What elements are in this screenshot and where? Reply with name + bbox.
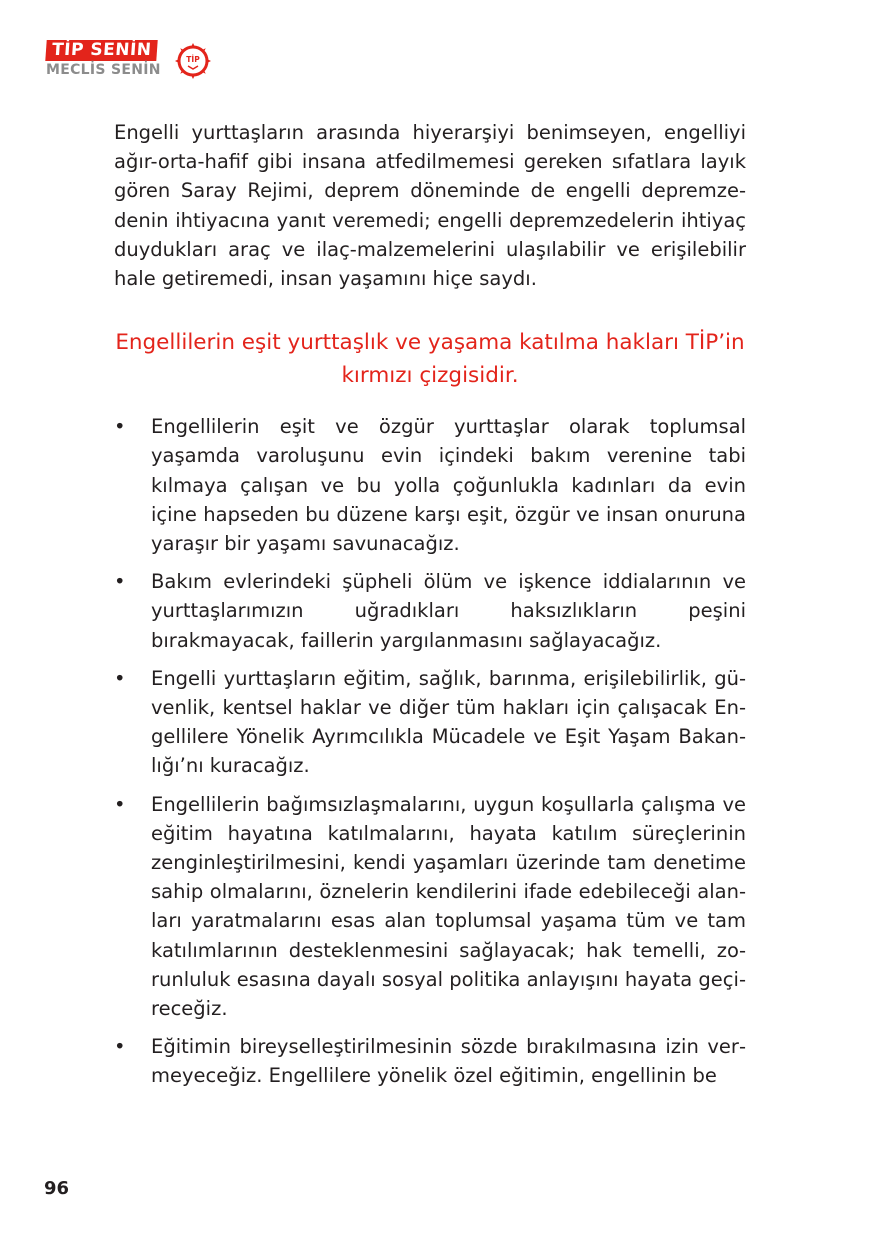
logo-wordmark [46,40,157,61]
list-item [114,1032,746,1090]
bullet-text: Bakım evlerindeki şüpheli ölüm ve işkence iddialarının ve yurttaşlarımızın uğradıkları haksızlıkların peşini bırakmayacak, faillerin yargılanmasını sağlayacağız. [151,570,746,652]
list-item [114,790,746,1024]
list-item [114,412,746,558]
logo-line2: MECLİS SENİN [46,62,161,78]
section-heading: Engellilerin eşit yurttaşlık ve yaşama katılma hakları TİP’in kırmızı çizgisidir. [115,330,745,389]
page-content [114,118,746,1100]
intro-paragraph: Engelli yurttaşların arasında hiyerarşiyi benimseyen, engelliyi ağır-orta-hafif gibi insana atfedilmemesi gereken sıfatlara layık gören Saray Rejimi, deprem döneminde de engelli depremzedenin ihtiyacına yanıt veremedi; engelli depremzedelerin ihtiyaç duydukları araç ve ilaç-malzemelerini ulaşılabilir ve erişilebilir hale getiremedi, insan yaşamını hiçe saydı. [114,121,746,291]
bullet-icon: • [114,1035,126,1059]
logo-line1: TİP SENİN [45,40,158,61]
bullet-icon: • [114,570,126,594]
bullet-icon: • [114,415,126,439]
bullet-text: Engellilerin eşit ve özgür yurttaşlar olarak toplumsal yaşamda varoluşunu evin içindeki bakım verenine tabi kılmaya çalışan ve bu yolla çoğunlukla kadınları da evin içine hapseden bu düzene karşı eşit, özgür ve insan onuruna yaraşır bir yaşamı savunacağız. [151,415,746,556]
bullet-icon: • [114,666,126,690]
bullet-icon: • [114,792,126,816]
bullet-list [114,412,746,1090]
page-number: 96 [44,1178,70,1199]
emblem-text: TİP [186,55,200,64]
logo [46,40,214,82]
bullet-text: Engelli yurttaşların eğitim, sağlık, barınma, erişilebilirlik, güvenlik, kentsel haklar ve diğer tüm hakları için çalışacak Engellilere Yönelik Ayrımcılıkla Mücadele ve Eşit Yaşam Bakanlığı’nı kuracağız. [151,666,746,778]
tip-emblem-icon [174,42,212,80]
list-item [114,567,746,655]
list-item [114,664,746,781]
bullet-text: Engellilerin bağımsızlaşmalarını, uygun koşullarla çalışma ve eğitim hayatına katılmalarını, hayata katılım süreçlerinin zenginleştirilmesini, kendi yaşamları üzerinde tam denetime sahip olmalarını, öznelerin kendilerini ifade edebileceği alanları yaratmalarını esas alan toplumsal yaşama tüm ve tam katılımlarının desteklenmesini sağlayacak; hak temelli, zorunluluk esasına dayalı sosyal politika anlayışını hayata geçireceğiz. [151,792,746,1021]
bullet-text: Eğitimin bireyselleştirilmesinin sözde bırakılmasına izin vermeyeceğiz. Engellilere yönelik özel eğitimin, engellinin be [151,1035,746,1088]
